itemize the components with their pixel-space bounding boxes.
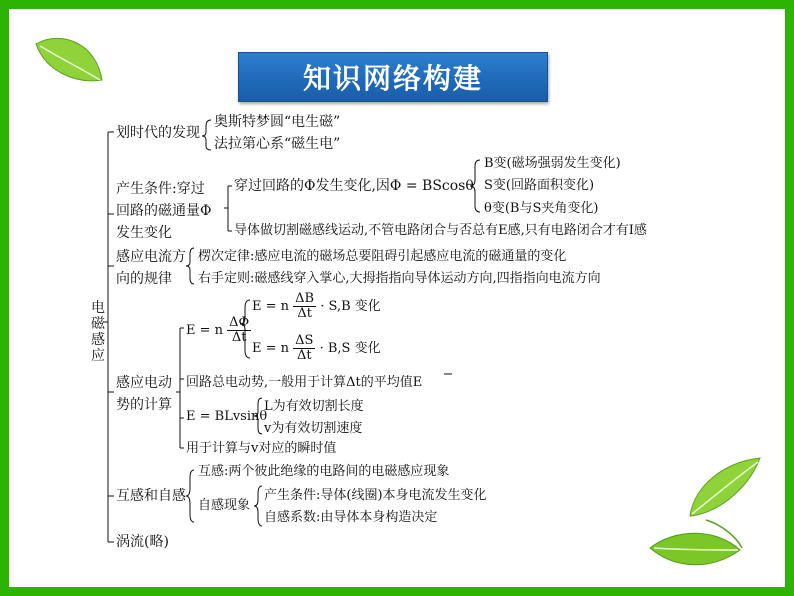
- motional-emf: E = BLvsinθ: [186, 409, 268, 424]
- root-topic: 电磁感应: [91, 300, 105, 364]
- condition-sub-item: B变(磁场强弱发生变化): [484, 156, 621, 171]
- emf-s-change: E = n $\frac{\Delta S}{\Delta t}$ · B,S 变化: [252, 333, 381, 363]
- leaves-icon-bottom-right: [650, 458, 760, 565]
- direction-label-line: 向的规律: [116, 271, 172, 287]
- faraday-law: E = n $\frac{\Delta\Phi}{\Delta t}$: [186, 315, 250, 345]
- right-hand-rule: 右手定则:磁感线穿入掌心,大拇指指向导体运动方向,四指指向电流方向: [198, 271, 601, 286]
- eddy-current: 涡流(略): [116, 534, 169, 550]
- self-inductance-label: 自感现象: [198, 498, 251, 513]
- emf-label-line: 感应电动: [116, 375, 172, 391]
- condition-label-line: 产生条件:穿过: [116, 181, 205, 197]
- history-item: 奥斯特梦圆“电生磁”: [214, 114, 341, 130]
- page-title: 知识网络构建: [238, 52, 548, 102]
- emf-b-change: E = n $\frac{\Delta B}{\Delta t}$ · S,B 变化: [252, 291, 381, 321]
- direction-label-line: 感应电流方: [116, 249, 186, 265]
- condition-label-line: 发生变化: [116, 225, 172, 241]
- condition-sub-item: S变(回路面积变化): [484, 178, 595, 193]
- inductance-label: 互感和自感: [116, 488, 186, 504]
- lenz-law: 楞次定律:感应电流的磁场总要阻碍引起感应电流的磁通量的变化: [198, 249, 567, 264]
- history-label: 划时代的发现: [116, 125, 200, 141]
- condition-cutting: 导体做切割磁感线运动,不管电路闭合与否总有E感,只有电路闭合才有I感: [234, 223, 647, 238]
- emf-label-line: 势的计算: [116, 397, 172, 413]
- leaf-icon-top-left: [36, 38, 102, 80]
- motional-sub-item: L为有效切割长度: [264, 399, 364, 414]
- motional-sub-item: v为有效切割速度: [264, 421, 363, 436]
- condition-flux-change: 穿过回路的Φ发生变化,因Φ = BScosθ: [234, 178, 474, 194]
- self-inductance-item: 自感系数:由导体本身构造决定: [264, 510, 438, 525]
- mutual-inductance: 互感:两个彼此绝缘的电路间的电磁感应现象: [198, 464, 450, 479]
- emf-instant-note: 用于计算与v对应的瞬时值: [186, 441, 337, 456]
- emf-average-note: 回路总电动势,一般用于计算Δt的平均值E: [186, 375, 423, 390]
- condition-label-line: 回路的磁通量Φ: [116, 203, 212, 219]
- history-item: 法拉第心系“磁生电”: [214, 136, 341, 152]
- condition-sub-item: θ变(B与S夹角变化): [484, 201, 599, 216]
- self-inductance-item: 产生条件:导体(线圈)本身电流发生变化: [264, 488, 487, 503]
